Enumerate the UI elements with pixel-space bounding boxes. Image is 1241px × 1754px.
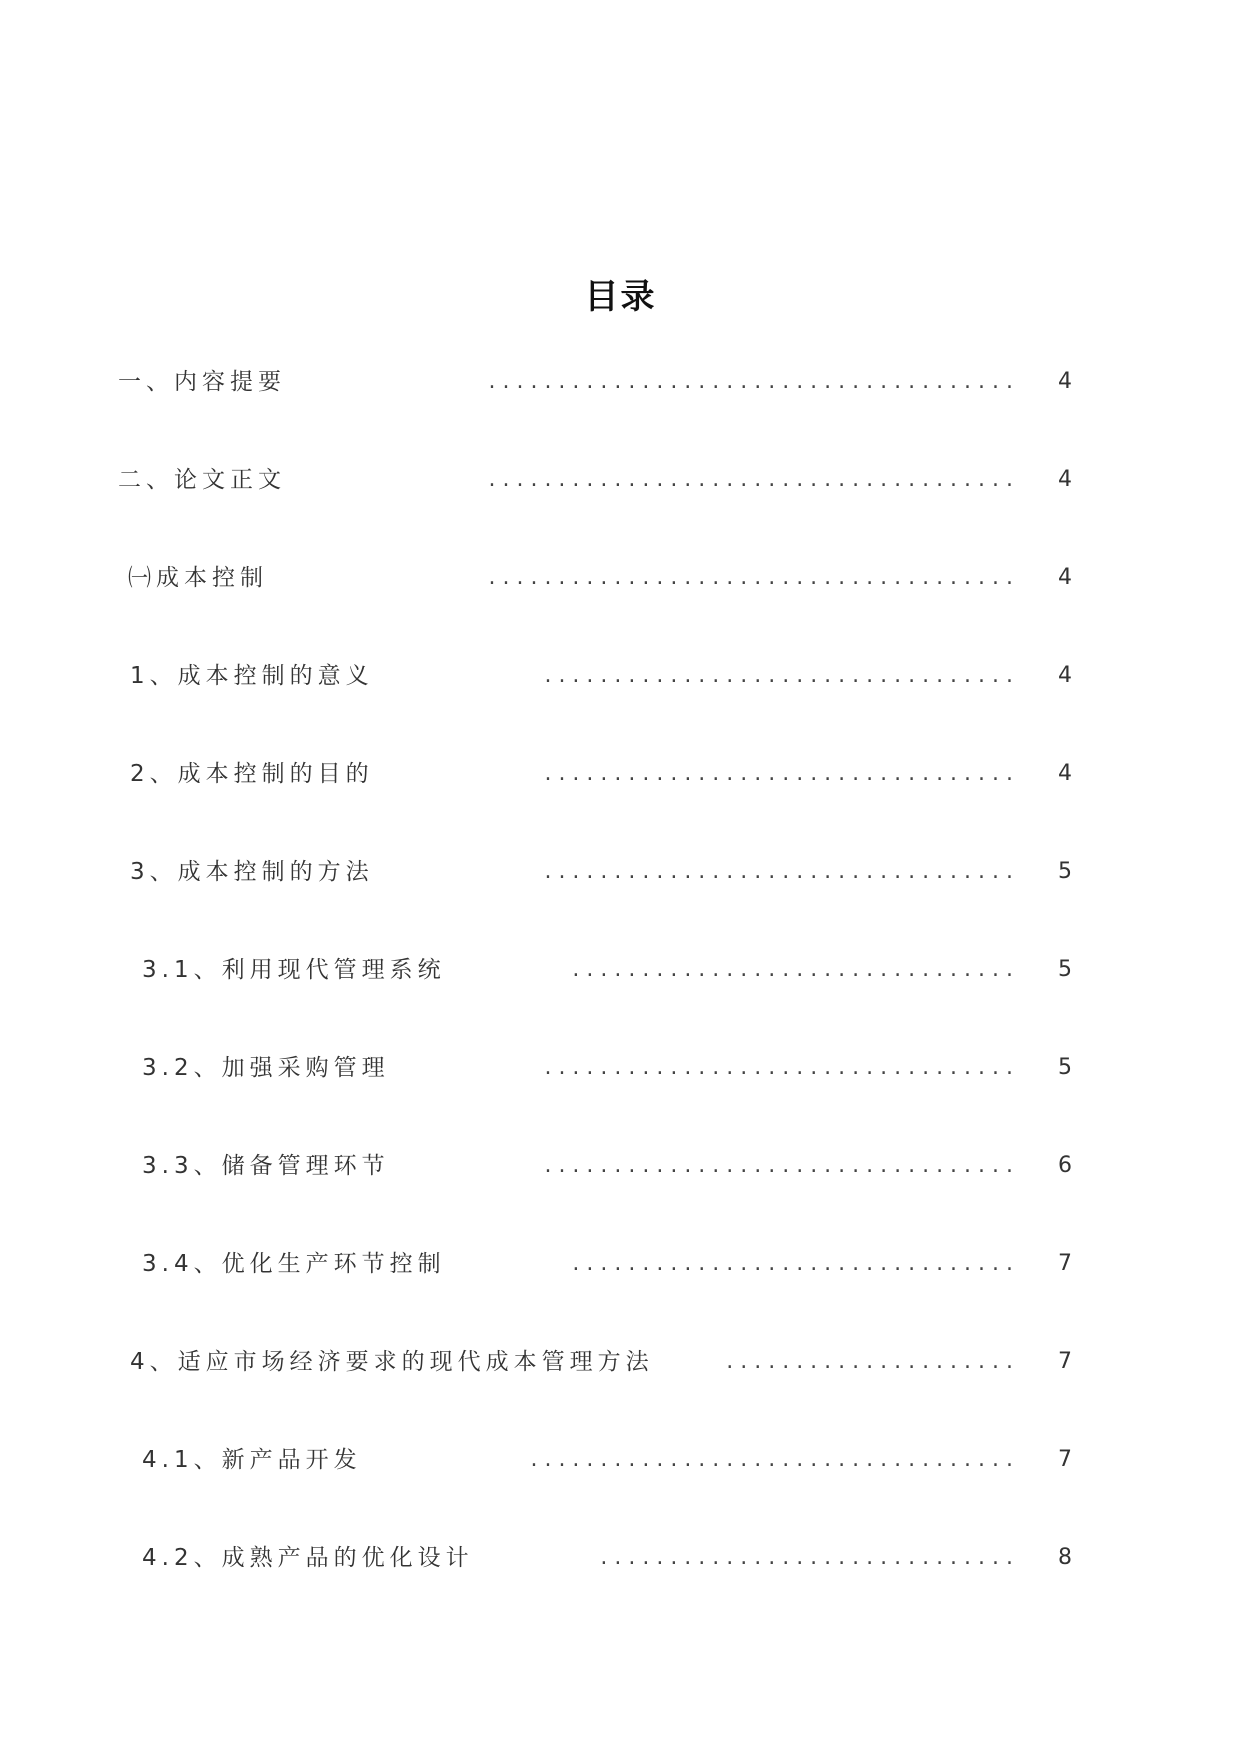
dot-leader: . . . . . . . . . . . . . . . . . . . . . . . . . . . . . . . . . . [544, 1055, 1013, 1080]
toc-entry-page-number: 7 [1058, 1251, 1072, 1276]
toc-entry[interactable] [0, 1342, 1241, 1382]
toc-entry-page-number: 4 [1058, 467, 1072, 492]
toc-entry-page-number: 8 [1058, 1545, 1072, 1570]
toc-entry[interactable] [0, 1538, 1241, 1578]
toc-entry-page-number: 5 [1058, 1055, 1072, 1080]
toc-entry-page-number: 4 [1058, 663, 1072, 688]
toc-entry-label: 4.1、新产品开发 [142, 1447, 362, 1473]
dot-leader: . . . . . . . . . . . . . . . . . . . . . . . . . . . . . . . . . . . . . . [488, 467, 1013, 492]
toc-entry-label: 3、成本控制的方法 [130, 859, 374, 885]
dot-leader: . . . . . . . . . . . . . . . . . . . . . . . . . . . . . . . . . . [544, 761, 1013, 786]
toc-entry[interactable] [0, 656, 1241, 696]
toc-entry[interactable] [0, 852, 1241, 892]
toc-entry-page-number: 5 [1058, 957, 1072, 982]
toc-entry[interactable] [0, 950, 1241, 990]
toc-entry-label: 3.1、利用现代管理系统 [142, 957, 446, 983]
dot-leader: . . . . . . . . . . . . . . . . . . . . . . . . . . . . . . . . [572, 957, 1013, 982]
dot-leader: . . . . . . . . . . . . . . . . . . . . . . . . . . . . . . . . . . . [530, 1447, 1013, 1472]
toc-entry-page-number: 5 [1058, 859, 1072, 884]
toc-entry-label: 3.4、优化生产环节控制 [142, 1251, 446, 1277]
toc-entry[interactable] [0, 1244, 1241, 1284]
toc-entry-label: 3.3、储备管理环节 [142, 1153, 390, 1179]
toc-entry-page-number: 6 [1058, 1153, 1072, 1178]
toc-entry-page-number: 4 [1058, 761, 1072, 786]
toc-entry-label: 二、论文正文 [118, 467, 286, 493]
toc-entry-page-number: 7 [1058, 1447, 1072, 1472]
dot-leader: . . . . . . . . . . . . . . . . . . . . . . . . . . . . . . . . . . . . . . [488, 369, 1013, 394]
toc-entry-page-number: 4 [1058, 565, 1072, 590]
toc-entry-label: 一、内容提要 [118, 369, 286, 395]
toc-entry-label: 4.2、成熟产品的优化设计 [142, 1545, 474, 1571]
dot-leader: . . . . . . . . . . . . . . . . . . . . . . . . . . . . . . . . . . [544, 663, 1013, 688]
toc-entry-label: 1、成本控制的意义 [130, 663, 374, 689]
toc-entry-page-number: 4 [1058, 369, 1072, 394]
toc-entry-page-number: 7 [1058, 1349, 1072, 1374]
toc-entry[interactable] [0, 558, 1241, 598]
toc-entry[interactable] [0, 754, 1241, 794]
toc-entry[interactable] [0, 1146, 1241, 1186]
dot-leader: . . . . . . . . . . . . . . . . . . . . . [726, 1349, 1013, 1374]
toc-entry-label: 4、适应市场经济要求的现代成本管理方法 [130, 1349, 654, 1375]
dot-leader: . . . . . . . . . . . . . . . . . . . . . . . . . . . . . . . . [572, 1251, 1013, 1276]
dot-leader: . . . . . . . . . . . . . . . . . . . . . . . . . . . . . . . . . . . . . . [488, 565, 1013, 590]
toc-entry[interactable] [0, 1048, 1241, 1088]
dot-leader: . . . . . . . . . . . . . . . . . . . . . . . . . . . . . . . . . . [544, 859, 1013, 884]
page-title: 目录 [584, 277, 657, 317]
toc-entry-label: 2、成本控制的目的 [130, 761, 374, 787]
toc-entry[interactable] [0, 460, 1241, 500]
toc-entry[interactable] [0, 1440, 1241, 1480]
toc-entry-label: ㈠成本控制 [128, 565, 268, 591]
dot-leader: . . . . . . . . . . . . . . . . . . . . . . . . . . . . . . . . . . [544, 1153, 1013, 1178]
dot-leader: . . . . . . . . . . . . . . . . . . . . . . . . . . . . . . [600, 1545, 1013, 1570]
toc-entry-label: 3.2、加强采购管理 [142, 1055, 390, 1081]
toc-entry[interactable] [0, 362, 1241, 402]
